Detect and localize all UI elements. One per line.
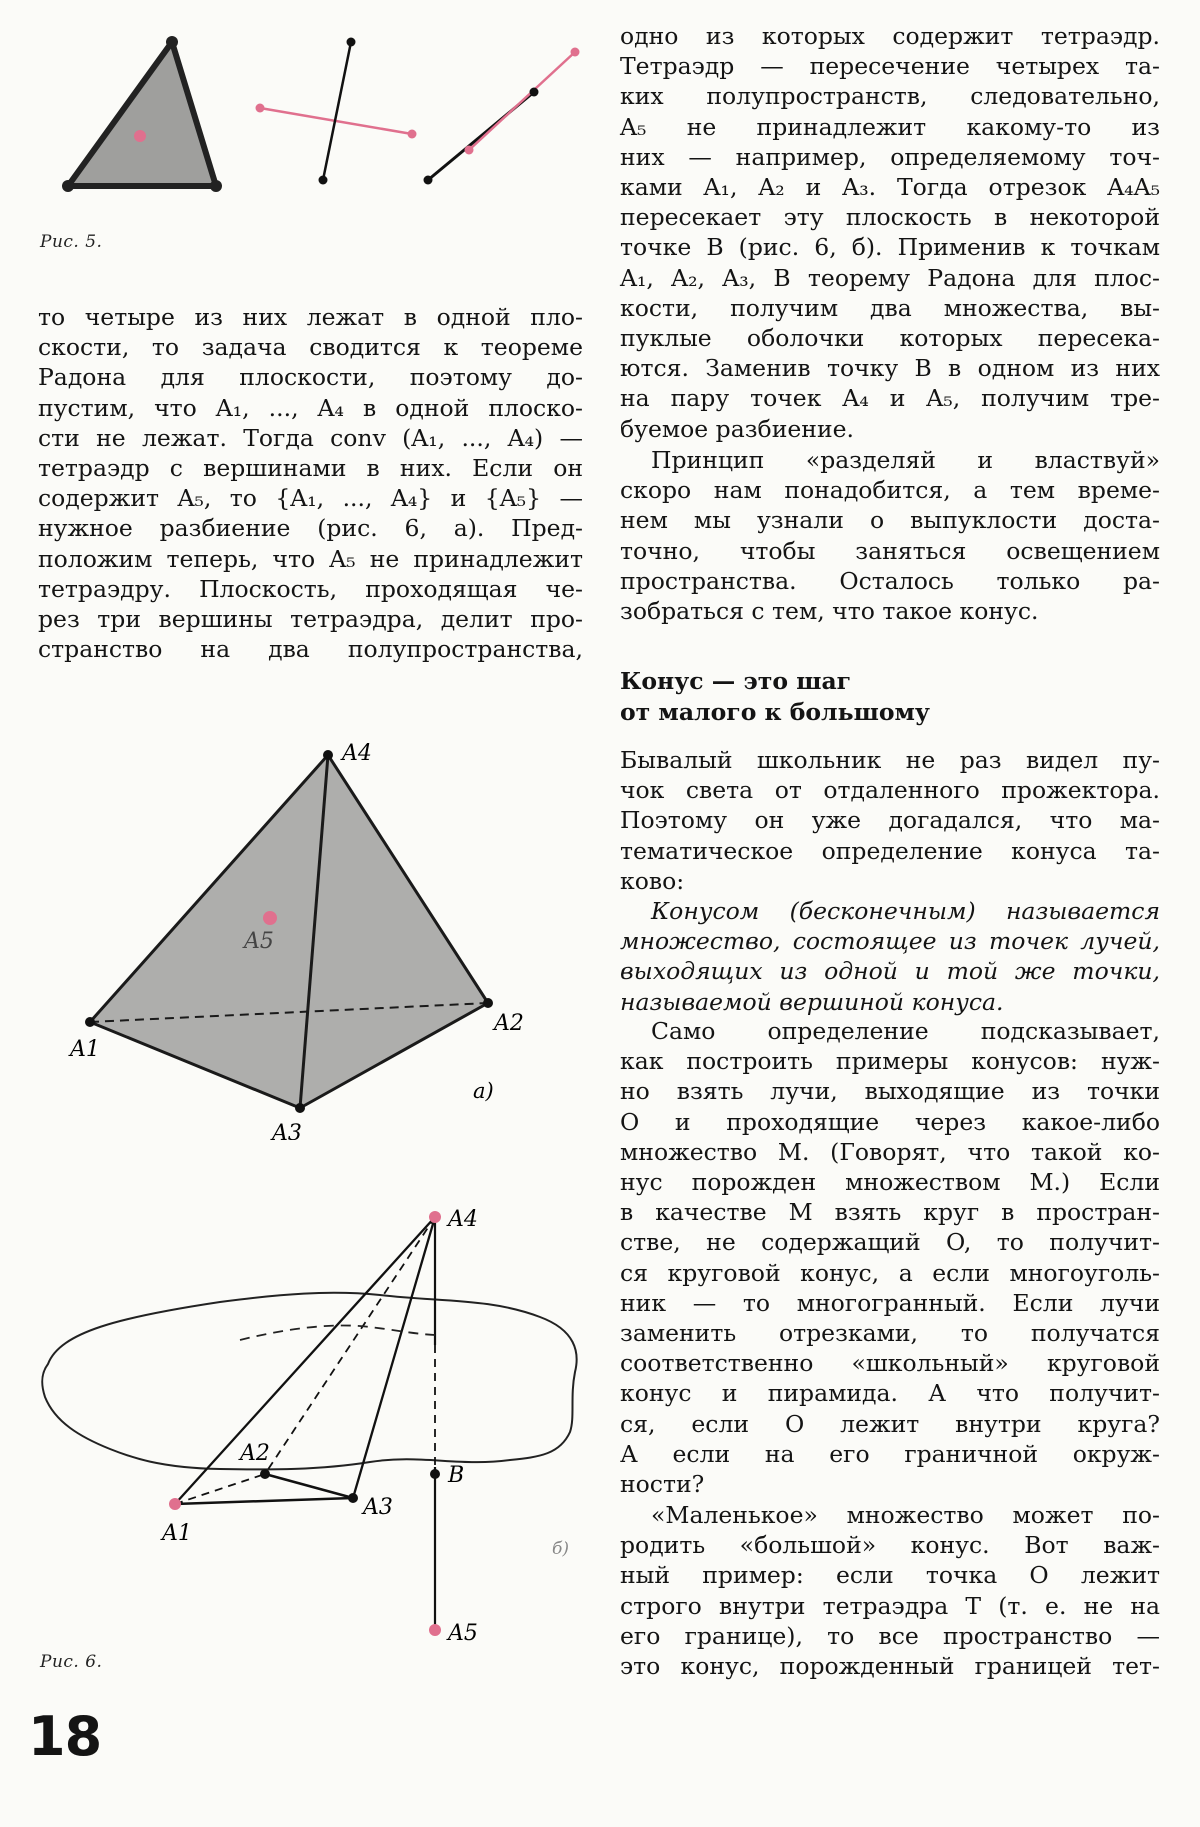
vertex-A4 xyxy=(323,750,333,760)
text-line: пуклые оболочки которых пересека- xyxy=(620,324,1160,353)
text-line: тематическое определение конуса та- xyxy=(620,836,1160,865)
fig5-point xyxy=(530,88,539,97)
point-A5 xyxy=(429,1624,441,1636)
text-line: заменить отрезками, то получатся xyxy=(620,1319,1160,1348)
text-line: его границе), то все пространство — xyxy=(620,1621,1160,1650)
label-A4: A4 xyxy=(448,1207,478,1232)
point-A3 xyxy=(348,1493,358,1503)
fig6-sub-b: б) xyxy=(552,1539,570,1559)
text-line: пересекает эту плоскость в некоторой xyxy=(620,203,1160,232)
text-line: точно, чтобы заняться освещением xyxy=(620,536,1160,565)
text-line: положим теперь, что A₅ не принадлежит xyxy=(38,544,583,573)
text-line: нем мы узнали о выпуклости доста- xyxy=(620,506,1160,535)
fig5-point xyxy=(424,176,433,185)
text-line: то четыре из них лежат в одной пло- xyxy=(38,303,583,331)
text-line: стве, не содержащий O, то получит- xyxy=(620,1228,1160,1257)
right-paragraph-1 xyxy=(620,21,1160,444)
label-A1: A1 xyxy=(70,1037,100,1062)
text-line: нужное разбиение (рис. 6, а). Пред- xyxy=(38,514,583,543)
fig5-point xyxy=(319,176,328,185)
figure-6b xyxy=(30,1192,590,1662)
fig5-triangle-vertex xyxy=(62,180,74,192)
label-A5: A5 xyxy=(244,929,274,954)
label-A2: A2 xyxy=(494,1011,524,1036)
vertex-A1 xyxy=(85,1017,95,1027)
section-heading-line: от малого к большому xyxy=(620,698,930,726)
label-A3: A3 xyxy=(363,1495,393,1520)
text-line: пустим, что A₁, ..., A₄ в одной плоско- xyxy=(38,393,583,422)
text-line: называемой вершиной конуса. xyxy=(620,987,1004,1016)
page-number: 18 xyxy=(28,1705,102,1768)
fig5-black-segment xyxy=(323,42,351,180)
text-line: кости, получим два множества, вы- xyxy=(620,293,1160,322)
fig5-point xyxy=(256,104,265,113)
text-line: соответственно «школьный» круговой xyxy=(620,1349,1160,1378)
text-line: них — например, определяемому точ- xyxy=(620,142,1160,171)
text-line: ся, если O лежит внутри круга? xyxy=(620,1409,1160,1438)
text-line: A₁, A₂, A₃, B теорему Радона для плос- xyxy=(620,263,1160,292)
fig5-point xyxy=(347,38,356,47)
text-line: конус и пирамида. А что получит- xyxy=(620,1379,1160,1408)
edge-A4-A3 xyxy=(353,1217,435,1498)
text-line: Само определение подсказывает, xyxy=(651,1017,1160,1045)
edge-A4-A1 xyxy=(175,1217,435,1504)
label-A1: A1 xyxy=(162,1521,192,1546)
text-line: буемое разбиение. xyxy=(620,414,854,443)
fig5-caption: Рис. 5. xyxy=(40,232,103,252)
fig5-point xyxy=(571,48,580,57)
text-line: тетраэдр с вершинами в них. Если он xyxy=(38,454,583,483)
text-line: пространства. Осталось только ра- xyxy=(620,566,1160,595)
text-line: множество M. (Говорят, что такой ко- xyxy=(620,1137,1160,1166)
vertex-A2 xyxy=(483,998,493,1008)
text-line: А если на его граничной окруж- xyxy=(620,1439,1160,1468)
text-line: ково: xyxy=(620,866,685,895)
fig5-triangle-vertex xyxy=(166,36,178,48)
cone-intro xyxy=(620,745,1160,896)
text-line: выходящих из одной и той же точки, xyxy=(620,957,1160,986)
text-line: нус порожден множеством M.) Если xyxy=(620,1168,1160,1197)
fig5-point xyxy=(465,146,474,155)
text-line: чок света от отдаленного прожектора. xyxy=(620,776,1160,805)
figure-6a xyxy=(60,720,560,1140)
point-A1 xyxy=(169,1498,181,1510)
fig5-triangle xyxy=(68,42,216,186)
fig5-inner-point xyxy=(134,130,146,142)
left-paragraph xyxy=(38,302,583,664)
label-A4: A4 xyxy=(342,741,372,766)
edge-A1-A3 xyxy=(175,1498,353,1504)
cone-examples xyxy=(620,1016,1160,1499)
section-heading xyxy=(620,666,930,728)
plane-outline xyxy=(42,1293,576,1470)
text-line: ками A₁, A₂ и A₃. Тогда отрезок A₄A₅ xyxy=(620,173,1160,202)
text-line: рез три вершины тетраэдра, делит про- xyxy=(38,605,583,634)
tetrahedron-silhouette xyxy=(90,755,488,1108)
fig5-point xyxy=(408,130,417,139)
section-heading-line: Конус — это шаг xyxy=(620,667,852,695)
cone-definition xyxy=(620,896,1160,1017)
fig5-pink-collinear-segment xyxy=(469,52,575,150)
text-line: O и проходящие через какое-либо xyxy=(620,1107,1160,1136)
text-line: но взять лучи, выходящие из точки xyxy=(620,1077,1160,1106)
text-line: Бывалый школьник не раз видел пу- xyxy=(620,746,1160,774)
text-line: ся круговой конус, а если многоуголь- xyxy=(620,1258,1160,1287)
text-line: Поэтому он уже догадался, что ма- xyxy=(620,806,1160,835)
fig5-triangle-vertex xyxy=(210,180,222,192)
text-line: тетраэдру. Плоскость, проходящая че- xyxy=(38,574,583,603)
text-line: содержит A₅, то {A₁, ..., A₄} и {A₅} — xyxy=(38,484,583,513)
text-line: на пару точек A₄ и A₅, получим тре- xyxy=(620,384,1160,413)
right-paragraph-2 xyxy=(620,445,1160,626)
text-line: множество, состоящее из точек лучей, xyxy=(620,927,1160,956)
point-B xyxy=(430,1469,440,1479)
text-line: одно из которых содержит тетраэдр. xyxy=(620,22,1160,50)
text-line: Конусом (бесконечным) называется xyxy=(651,897,1160,925)
text-line: странство на два полупространства, xyxy=(38,635,583,664)
text-line: сти не лежат. Тогда conv (A₁, ..., A₄) — xyxy=(38,423,583,452)
text-line: A₅ не принадлежит какому-то из xyxy=(620,112,1160,141)
label-A5: A5 xyxy=(448,1621,478,1646)
text-line: скоро нам понадобится, а тем време- xyxy=(620,476,1160,505)
vertex-A3 xyxy=(295,1103,305,1113)
text-line: родить «большой» конус. Вот важ- xyxy=(620,1531,1160,1560)
cone-small-big xyxy=(620,1500,1160,1681)
text-line: ный пример: если точка O лежит xyxy=(620,1561,1160,1590)
text-line: Принцип «разделяй и властвуй» xyxy=(651,446,1160,474)
hidden-plane-outline xyxy=(240,1325,435,1340)
point-A4 xyxy=(429,1211,441,1223)
text-line: ности? xyxy=(620,1470,705,1499)
figure-5 xyxy=(40,28,600,228)
text-line: Тетраэдр — пересечение четырех та- xyxy=(620,52,1160,81)
text-line: ник — то многогранный. Если лучи xyxy=(620,1288,1160,1317)
text-line: зобраться с тем, что такое конус. xyxy=(620,597,1039,626)
edge-A2-A3 xyxy=(265,1474,353,1498)
text-line: строго внутри тетраэдра T (т. е. не на xyxy=(620,1591,1160,1620)
point-A2 xyxy=(260,1469,270,1479)
text-line: «Маленькое» множество может по- xyxy=(651,1501,1160,1529)
text-line: в качестве M взять круг в простран- xyxy=(620,1198,1160,1227)
text-line: это конус, порожденный границей тет- xyxy=(620,1652,1160,1681)
label-A2: A2 xyxy=(240,1441,270,1466)
text-line: ются. Заменив точку B в одном из них xyxy=(620,354,1160,383)
point-A5 xyxy=(263,911,277,925)
text-line: скости, то задача сводится к теореме xyxy=(38,333,583,362)
label-A3: A3 xyxy=(272,1121,302,1140)
text-line: ких полупространств, следовательно, xyxy=(620,82,1160,111)
text-line: точке B (рис. 6, б). Применив к точкам xyxy=(620,233,1160,262)
fig6-caption: Рис. 6. xyxy=(40,1652,103,1672)
text-line: Радона для плоскости, поэтому до- xyxy=(38,363,583,392)
hidden-edge-A4-A2 xyxy=(265,1217,435,1474)
fig6-sub-a: а) xyxy=(473,1079,494,1103)
text-line: как построить примеры конусов: нуж- xyxy=(620,1047,1160,1076)
label-B: B xyxy=(448,1463,465,1488)
